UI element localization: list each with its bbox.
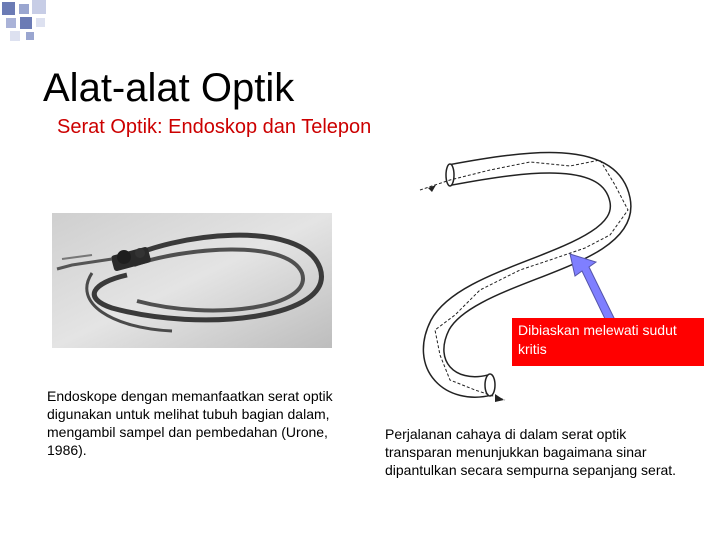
slide-subtitle: Serat Optik: Endoskop dan Telepon — [57, 116, 372, 138]
corner-decoration — [0, 0, 60, 45]
fiber-caption: Perjalanan cahaya di dalam serat optik transparan menunjukkan bagaimana sinar dipantulkan secara sempurna sepanjang serat. — [385, 426, 677, 478]
endoscope-photo — [52, 213, 332, 348]
endoscope-caption: Endoskope dengan memanfaatkan serat optik digunakan untuk melihat tubuh bagian dalam, mengambil sampel dan pembedahan (Urone, 1986). — [47, 388, 333, 458]
pointer-arrow — [560, 252, 620, 327]
callout-box: Dibiaskan melewati sudut kritis — [512, 318, 704, 366]
slide-title: Alat-alat Optik — [43, 66, 295, 110]
